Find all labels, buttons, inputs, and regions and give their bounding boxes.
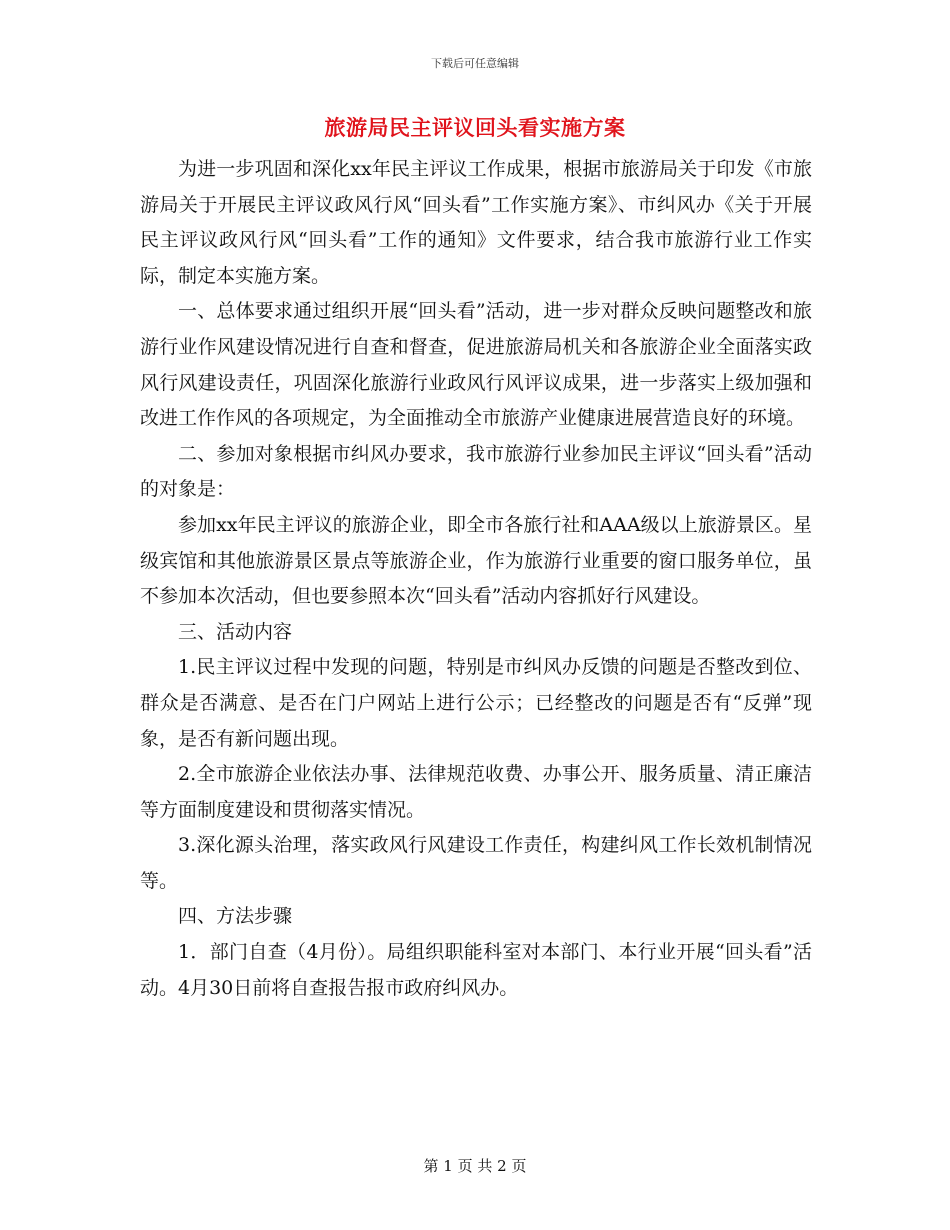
section-heading-activities: 三、活动内容: [178, 620, 293, 643]
paragraph-method-1: 1．部门自查（4月份）。局组织职能科室对本部门、本行业开展“回头看”活动。4月30日前将自查报告报市政府纠风办。: [140, 941, 812, 999]
document-body: [140, 152, 812, 1006]
document-title: 旅游局民主评议回头看实施方案: [324, 115, 626, 140]
paragraph-activity-1: 1.民主评议过程中发现的问题，特别是市纠风办反馈的问题是否整改到位、群众是否满意、是否在门户网站上进行公示；已经整改的问题是否有“反弹”现象，是否有新问题出现。: [140, 656, 812, 750]
header-note: 下载后可任意编辑: [431, 57, 519, 70]
page-footer: 第 1 页 共 2 页: [423, 1157, 527, 1175]
paragraph-activity-2: 2.全市旅游企业依法办事、法律规范收费、办事公开、服务质量、清正廉洁等方面制度建设和贯彻落实情况。: [140, 763, 812, 821]
section-heading-methods: 四、方法步骤: [178, 905, 293, 928]
paragraph-intro: 为进一步巩固和深化xx年民主评议工作成果，根据市旅游局关于印发《市旅游局关于开展民主评议政风行风“回头看”工作实施方案》、市纠风办《关于开展民主评议政风行风“回头看”工作的通知》文件要求，结合我市旅游行业工作实际，制定本实施方案。: [140, 158, 812, 287]
paragraph-participants-detail: 参加xx年民主评议的旅游企业，即全市各旅行社和AAA级以上旅游景区。星级宾馆和其他旅游景区景点等旅游企业，作为旅游行业重要的窗口服务单位，虽不参加本次活动，但也要参照本次“回头看”活动内容抓好行风建设。: [140, 513, 812, 608]
paragraph-general-requirements: 一、总体要求通过组织开展“回头看”活动，进一步对群众反映问题整改和旅游行业作风建设情况进行自查和督查，促进旅游局机关和各旅游企业全面落实政风行风建设责任，巩固深化旅游行业政风行风评议成果，进一步落实上级加强和改进工作作风的各项规定，为全面推动全市旅游产业健康进展营造良好的环境。: [140, 300, 812, 430]
paragraph-activity-3: 3.深化源头治理，落实政风行风建设工作责任，构建纠风工作长效机制情况等。: [140, 834, 812, 892]
paragraph-participants: 二、参加对象根据市纠风办要求，我市旅游行业参加民主评议“回头看”活动的对象是：: [140, 442, 812, 501]
